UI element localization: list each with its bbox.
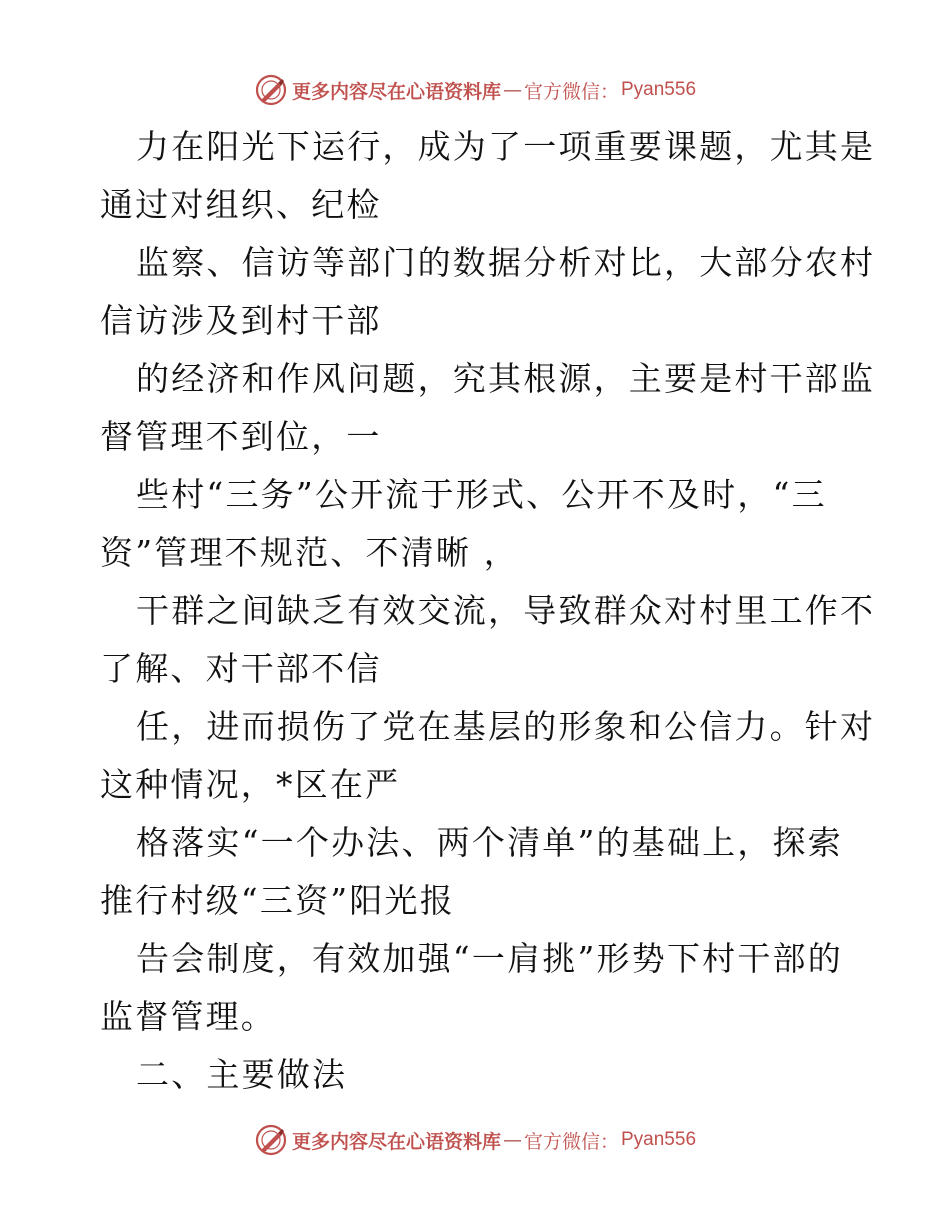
paragraph-line: 任，进而损伤了党在基层的形象和公信力。针对 <box>136 707 876 746</box>
header-watermark <box>0 70 950 110</box>
paragraph-line: 这种情况，*区在严 <box>100 765 401 804</box>
paragraph-line: 督管理不到位，一 <box>100 417 382 456</box>
watermark-site-text: 更多内容尽在心语资料库 <box>291 1130 501 1153</box>
watermark-wechat-id: Pyan556 <box>621 79 697 100</box>
paragraph-line: 了解、对干部不信 <box>100 649 382 688</box>
paragraph-line: 干群之间缺乏有效交流，导致群众对村里工作不 <box>136 591 876 630</box>
document-body <box>100 118 876 1104</box>
paragraph-line: 告会制度，有效加强“一肩挑”形势下村干部的 <box>136 939 843 978</box>
watermark-site-text: 更多内容尽在心语资料库 <box>291 80 501 103</box>
watermark-official-label: 官方微信： <box>523 1130 619 1153</box>
section-heading: 二、主要做法 <box>136 1055 348 1094</box>
paragraph-line: 的经济和作风问题，究其根源，主要是村干部监 <box>136 359 876 398</box>
paragraph-line: 监察、信访等部门的数据分析对比，大部分农村 <box>136 243 876 282</box>
paragraph-line: 信访涉及到村干部 <box>100 301 382 340</box>
paragraph-line: 些村“三务”公开流于形式、公开不及时，“三 <box>136 475 827 514</box>
watermark-official-label: 官方微信： <box>523 80 619 103</box>
pen-logo-icon <box>254 73 288 107</box>
paragraph-line: 通过对组织、纪检 <box>100 185 382 224</box>
pen-logo-icon <box>254 1123 288 1157</box>
watermark-separator: — <box>502 1129 522 1151</box>
paragraph-line: 格落实“一个办法、两个清单”的基础上，探索 <box>136 823 843 862</box>
paragraph-line: 资”管理不规范、不清晰 ， <box>100 533 519 572</box>
watermark-wechat-id: Pyan556 <box>621 1129 697 1150</box>
watermark-separator: — <box>502 79 522 101</box>
footer-watermark <box>0 1120 950 1160</box>
paragraph-line: 推行村级“三资”阳光报 <box>100 881 455 920</box>
paragraph-line: 监督管理。 <box>100 997 276 1036</box>
paragraph-line: 力在阳光下运行，成为了一项重要课题，尤其是 <box>136 127 876 166</box>
